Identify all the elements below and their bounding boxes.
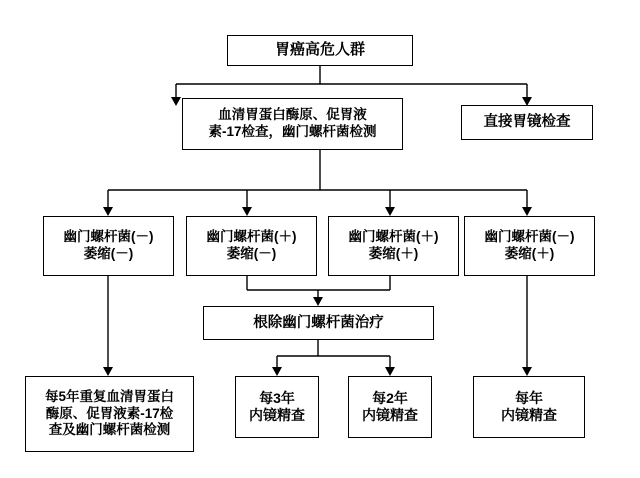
- node-endoscopy-every-3-years[interactable]: [235, 376, 319, 438]
- node-label-line-2: 内镜精查: [501, 407, 557, 423]
- node-hp-pos-atrophy-neg[interactable]: [186, 216, 317, 276]
- node-label-line-3: 查及幽门螺杆菌检测: [48, 422, 171, 438]
- node-hp-eradication-therapy[interactable]: [203, 306, 434, 340]
- node-label-line-2: 酶原、促胃液素-17检: [45, 405, 174, 421]
- node-label-line-2: 萎缩(＋): [368, 246, 419, 261]
- node-label-line-2: 素-17检查，幽门螺杆菌检测: [208, 124, 377, 139]
- node-label-line-1: 每5年重复血清胃蛋白: [44, 388, 174, 404]
- node-label: 直接胃镜检查: [483, 114, 571, 131]
- node-label-line-2: 萎缩(－): [226, 246, 277, 261]
- node-label-line-1: 每年: [515, 389, 543, 406]
- node-serum-test[interactable]: [182, 98, 403, 150]
- node-label-line-2: 萎缩(－): [83, 246, 134, 261]
- node-label: 根除幽门螺杆菌治疗: [253, 314, 384, 331]
- node-label-line-2: 内镜精查: [362, 407, 418, 423]
- node-repeat-every-5-years[interactable]: [25, 376, 194, 452]
- node-label-line-1: 每3年: [259, 389, 295, 406]
- node-endoscopy-every-2-years[interactable]: [348, 376, 432, 438]
- node-hp-neg-atrophy-pos[interactable]: [464, 216, 595, 276]
- node-label-line-1: 幽门螺杆菌(＋): [348, 229, 439, 245]
- node-label-line-1: 幽门螺杆菌(＋): [206, 229, 297, 245]
- node-label-line-1: 每2年: [372, 389, 408, 406]
- node-label-line-2: 萎缩(＋): [504, 246, 555, 261]
- node-direct-endoscopy[interactable]: [461, 105, 593, 140]
- node-high-risk-population[interactable]: [227, 35, 413, 66]
- node-hp-neg-atrophy-neg[interactable]: [43, 216, 174, 276]
- node-endoscopy-every-year[interactable]: [473, 376, 585, 438]
- node-label-line-1: 幽门螺杆菌(－): [484, 229, 575, 245]
- node-label-line-2: 内镜精查: [249, 407, 305, 423]
- node-hp-pos-atrophy-pos[interactable]: [328, 216, 459, 276]
- node-label: 胃癌高危人群: [274, 41, 365, 59]
- node-label-line-1: 幽门螺杆菌(－): [63, 229, 154, 245]
- node-label-line-1: 血清胃蛋白酶原、促胃液: [218, 107, 367, 123]
